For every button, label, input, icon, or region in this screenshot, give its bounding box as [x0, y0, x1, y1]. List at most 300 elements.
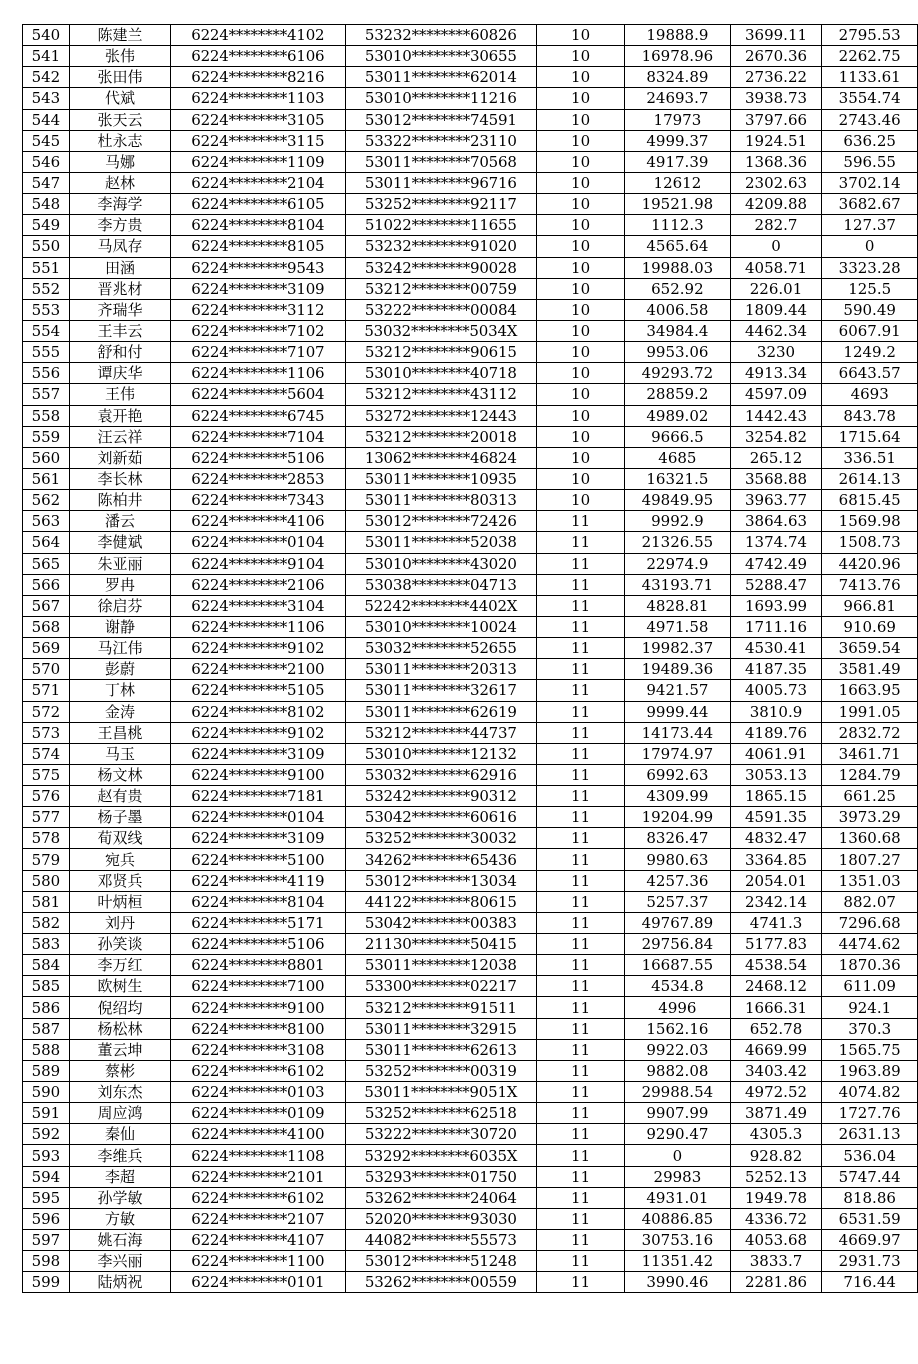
value2-cell: 3403.42 [730, 1060, 822, 1081]
card-number-cell: 6224********9543 [171, 257, 345, 278]
batch-cell: 11 [537, 743, 625, 764]
card-number-cell: 6224********3109 [171, 278, 345, 299]
name-cell: 舒和付 [69, 342, 170, 363]
card-number-cell: 6224********8100 [171, 1018, 345, 1039]
value2-cell: 3053.13 [730, 764, 822, 785]
no-cell: 586 [23, 997, 70, 1018]
value2-cell: 4058.71 [730, 257, 822, 278]
id-number-cell: 53011********32617 [345, 680, 537, 701]
no-cell: 554 [23, 320, 70, 341]
value3-cell: 3973.29 [822, 807, 918, 828]
value1-cell: 49293.72 [625, 363, 731, 384]
value3-cell: 1715.64 [822, 426, 918, 447]
name-cell: 汪云祥 [69, 426, 170, 447]
batch-cell: 10 [537, 236, 625, 257]
table-row [23, 1166, 918, 1187]
name-cell: 张田伟 [69, 67, 170, 88]
batch-cell: 11 [537, 595, 625, 616]
value2-cell: 2281.86 [730, 1272, 822, 1293]
value1-cell: 19982.37 [625, 638, 731, 659]
name-cell: 马江伟 [69, 638, 170, 659]
value1-cell: 4828.81 [625, 595, 731, 616]
name-cell: 李健斌 [69, 532, 170, 553]
value1-cell: 8324.89 [625, 67, 731, 88]
name-cell: 蔡彬 [69, 1060, 170, 1081]
name-cell: 袁开艳 [69, 405, 170, 426]
value3-cell: 7413.76 [822, 574, 918, 595]
value2-cell: 928.82 [730, 1145, 822, 1166]
card-number-cell: 6224********6105 [171, 194, 345, 215]
name-cell: 金涛 [69, 701, 170, 722]
no-cell: 568 [23, 616, 70, 637]
no-cell: 581 [23, 891, 70, 912]
id-number-cell: 53252********30032 [345, 828, 537, 849]
value3-cell: 1508.73 [822, 532, 918, 553]
id-number-cell: 44122********80615 [345, 891, 537, 912]
id-number-cell: 53293********01750 [345, 1166, 537, 1187]
name-cell: 秦仙 [69, 1124, 170, 1145]
id-number-cell: 53011********80313 [345, 490, 537, 511]
value3-cell: 3461.71 [822, 743, 918, 764]
value1-cell: 29983 [625, 1166, 731, 1187]
card-number-cell: 6224********6745 [171, 405, 345, 426]
batch-cell: 11 [537, 955, 625, 976]
value2-cell: 3568.88 [730, 468, 822, 489]
value2-cell: 4061.91 [730, 743, 822, 764]
id-number-cell: 53212********20018 [345, 426, 537, 447]
value1-cell: 652.92 [625, 278, 731, 299]
id-number-cell: 53212********44737 [345, 722, 537, 743]
value1-cell: 16687.55 [625, 955, 731, 976]
name-cell: 倪绍均 [69, 997, 170, 1018]
batch-cell: 10 [537, 468, 625, 489]
value1-cell: 9980.63 [625, 849, 731, 870]
no-cell: 593 [23, 1145, 70, 1166]
value2-cell: 1442.43 [730, 405, 822, 426]
batch-cell: 10 [537, 342, 625, 363]
name-cell: 刘东杰 [69, 1082, 170, 1103]
card-number-cell: 6224********9102 [171, 638, 345, 659]
card-number-cell: 6224********4106 [171, 511, 345, 532]
value3-cell: 5747.44 [822, 1166, 918, 1187]
table-row [23, 1039, 918, 1060]
no-cell: 591 [23, 1103, 70, 1124]
no-cell: 596 [23, 1208, 70, 1229]
card-number-cell: 6224********6102 [171, 1187, 345, 1208]
value1-cell: 4971.58 [625, 616, 731, 637]
value2-cell: 226.01 [730, 278, 822, 299]
value3-cell: 3581.49 [822, 659, 918, 680]
no-cell: 585 [23, 976, 70, 997]
id-number-cell: 53011********62619 [345, 701, 537, 722]
name-cell: 赵林 [69, 172, 170, 193]
name-cell: 李万红 [69, 955, 170, 976]
value3-cell: 661.25 [822, 786, 918, 807]
value3-cell: 3323.28 [822, 257, 918, 278]
value2-cell: 4742.49 [730, 553, 822, 574]
card-number-cell: 6224********2853 [171, 468, 345, 489]
table-row [23, 680, 918, 701]
id-number-cell: 53012********72426 [345, 511, 537, 532]
value1-cell: 0 [625, 1145, 731, 1166]
value3-cell: 882.07 [822, 891, 918, 912]
no-cell: 567 [23, 595, 70, 616]
table-row [23, 215, 918, 236]
no-cell: 579 [23, 849, 70, 870]
card-number-cell: 6224********1103 [171, 88, 345, 109]
name-cell: 代斌 [69, 88, 170, 109]
no-cell: 550 [23, 236, 70, 257]
no-cell: 575 [23, 764, 70, 785]
table-row [23, 1272, 918, 1293]
table-row [23, 616, 918, 637]
value1-cell: 1562.16 [625, 1018, 731, 1039]
name-cell: 彭蔚 [69, 659, 170, 680]
batch-cell: 11 [537, 828, 625, 849]
value3-cell: 3554.74 [822, 88, 918, 109]
batch-cell: 11 [537, 511, 625, 532]
value2-cell: 4832.47 [730, 828, 822, 849]
value3-cell: 336.51 [822, 447, 918, 468]
value2-cell: 4669.99 [730, 1039, 822, 1060]
card-number-cell: 6224********0103 [171, 1082, 345, 1103]
card-number-cell: 6224********4100 [171, 1124, 345, 1145]
card-number-cell: 6224********9102 [171, 722, 345, 743]
no-cell: 559 [23, 426, 70, 447]
name-cell: 荀双线 [69, 828, 170, 849]
value1-cell: 9421.57 [625, 680, 731, 701]
name-cell: 李方贵 [69, 215, 170, 236]
batch-cell: 10 [537, 215, 625, 236]
table-row [23, 807, 918, 828]
no-cell: 570 [23, 659, 70, 680]
card-number-cell: 6224********7181 [171, 786, 345, 807]
name-cell: 方敏 [69, 1208, 170, 1229]
value1-cell: 22974.9 [625, 553, 731, 574]
no-cell: 555 [23, 342, 70, 363]
no-cell: 563 [23, 511, 70, 532]
table-row [23, 511, 918, 532]
no-cell: 564 [23, 532, 70, 553]
batch-cell: 11 [537, 934, 625, 955]
id-number-cell: 53212********43112 [345, 384, 537, 405]
value2-cell: 4053.68 [730, 1230, 822, 1251]
value1-cell: 6992.63 [625, 764, 731, 785]
value2-cell: 3938.73 [730, 88, 822, 109]
value3-cell: 4420.96 [822, 553, 918, 574]
card-number-cell: 6224********5105 [171, 680, 345, 701]
card-number-cell: 6224********5604 [171, 384, 345, 405]
value3-cell: 6643.57 [822, 363, 918, 384]
batch-cell: 10 [537, 194, 625, 215]
table-row [23, 67, 918, 88]
card-number-cell: 6224********0104 [171, 807, 345, 828]
value1-cell: 49767.89 [625, 912, 731, 933]
table-row [23, 236, 918, 257]
table-row [23, 786, 918, 807]
card-number-cell: 6224********9100 [171, 764, 345, 785]
id-number-cell: 53011********10935 [345, 468, 537, 489]
value1-cell: 4565.64 [625, 236, 731, 257]
table-row [23, 1187, 918, 1208]
batch-cell: 10 [537, 426, 625, 447]
value1-cell: 28859.2 [625, 384, 731, 405]
card-number-cell: 6224********7104 [171, 426, 345, 447]
value3-cell: 2832.72 [822, 722, 918, 743]
card-number-cell: 6224********7102 [171, 320, 345, 341]
value1-cell: 9907.99 [625, 1103, 731, 1124]
id-number-cell: 53010********12132 [345, 743, 537, 764]
table-row [23, 574, 918, 595]
card-number-cell: 6224********4102 [171, 25, 345, 46]
id-number-cell: 34262********65436 [345, 849, 537, 870]
value2-cell: 4741.3 [730, 912, 822, 933]
value2-cell: 1711.16 [730, 616, 822, 637]
value2-cell: 2054.01 [730, 870, 822, 891]
batch-cell: 10 [537, 67, 625, 88]
no-cell: 540 [23, 25, 70, 46]
name-cell: 陈建兰 [69, 25, 170, 46]
id-number-cell: 53272********12443 [345, 405, 537, 426]
value2-cell: 4913.34 [730, 363, 822, 384]
card-number-cell: 6224********3112 [171, 299, 345, 320]
no-cell: 588 [23, 1039, 70, 1060]
card-number-cell: 6224********8104 [171, 215, 345, 236]
no-cell: 565 [23, 553, 70, 574]
batch-cell: 11 [537, 638, 625, 659]
name-cell: 邓贤兵 [69, 870, 170, 891]
value3-cell: 2614.13 [822, 468, 918, 489]
value1-cell: 9953.06 [625, 342, 731, 363]
table-row [23, 257, 918, 278]
table-row [23, 1124, 918, 1145]
value3-cell: 4474.62 [822, 934, 918, 955]
id-number-cell: 53010********40718 [345, 363, 537, 384]
id-number-cell: 53212********00759 [345, 278, 537, 299]
id-number-cell: 53032********52655 [345, 638, 537, 659]
name-cell: 杨文林 [69, 764, 170, 785]
table-row [23, 870, 918, 891]
value1-cell: 19521.98 [625, 194, 731, 215]
card-number-cell: 6224********4107 [171, 1230, 345, 1251]
no-cell: 594 [23, 1166, 70, 1187]
name-cell: 董云坤 [69, 1039, 170, 1060]
value2-cell: 2342.14 [730, 891, 822, 912]
no-cell: 556 [23, 363, 70, 384]
no-cell: 543 [23, 88, 70, 109]
no-cell: 584 [23, 955, 70, 976]
value3-cell: 6815.45 [822, 490, 918, 511]
value3-cell: 4669.97 [822, 1230, 918, 1251]
value3-cell: 125.5 [822, 278, 918, 299]
value1-cell: 4931.01 [625, 1187, 731, 1208]
batch-cell: 10 [537, 88, 625, 109]
card-number-cell: 6224********2107 [171, 1208, 345, 1229]
value1-cell: 17973 [625, 109, 731, 130]
value3-cell: 1870.36 [822, 955, 918, 976]
value3-cell: 2795.53 [822, 25, 918, 46]
batch-cell: 11 [537, 976, 625, 997]
name-cell: 马玉 [69, 743, 170, 764]
no-cell: 560 [23, 447, 70, 468]
no-cell: 571 [23, 680, 70, 701]
value3-cell: 6531.59 [822, 1208, 918, 1229]
id-number-cell: 52020********93030 [345, 1208, 537, 1229]
table-row [23, 1018, 918, 1039]
card-number-cell: 6224********1108 [171, 1145, 345, 1166]
id-number-cell: 53212********90615 [345, 342, 537, 363]
table-row [23, 1103, 918, 1124]
card-number-cell: 6224********4119 [171, 870, 345, 891]
name-cell: 叶炳桓 [69, 891, 170, 912]
card-number-cell: 6224********5106 [171, 934, 345, 955]
id-number-cell: 21130********50415 [345, 934, 537, 955]
no-cell: 542 [23, 67, 70, 88]
id-number-cell: 53011********70568 [345, 151, 537, 172]
table-row [23, 1145, 918, 1166]
value2-cell: 4305.3 [730, 1124, 822, 1145]
table-row [23, 342, 918, 363]
table-row [23, 151, 918, 172]
value2-cell: 282.7 [730, 215, 822, 236]
id-number-cell: 13062********46824 [345, 447, 537, 468]
value1-cell: 24693.7 [625, 88, 731, 109]
value2-cell: 4591.35 [730, 807, 822, 828]
no-cell: 595 [23, 1187, 70, 1208]
value2-cell: 3797.66 [730, 109, 822, 130]
batch-cell: 11 [537, 722, 625, 743]
value2-cell: 3864.63 [730, 511, 822, 532]
batch-cell: 11 [537, 849, 625, 870]
value1-cell: 49849.95 [625, 490, 731, 511]
name-cell: 潘云 [69, 511, 170, 532]
value1-cell: 16321.5 [625, 468, 731, 489]
table-row [23, 828, 918, 849]
id-number-cell: 53012********13034 [345, 870, 537, 891]
value2-cell: 4209.88 [730, 194, 822, 215]
value2-cell: 5177.83 [730, 934, 822, 955]
value2-cell: 3833.7 [730, 1251, 822, 1272]
value1-cell: 11351.42 [625, 1251, 731, 1272]
value3-cell: 3682.67 [822, 194, 918, 215]
card-number-cell: 6224********0101 [171, 1272, 345, 1293]
value3-cell: 127.37 [822, 215, 918, 236]
card-number-cell: 6224********8102 [171, 701, 345, 722]
value2-cell: 2736.22 [730, 67, 822, 88]
value3-cell: 1663.95 [822, 680, 918, 701]
name-cell: 杜永志 [69, 130, 170, 151]
no-cell: 545 [23, 130, 70, 151]
name-cell: 杨松林 [69, 1018, 170, 1039]
batch-cell: 10 [537, 172, 625, 193]
name-cell: 罗冉 [69, 574, 170, 595]
name-cell: 孙学敏 [69, 1187, 170, 1208]
value3-cell: 966.81 [822, 595, 918, 616]
value3-cell: 1991.05 [822, 701, 918, 722]
batch-cell: 11 [537, 870, 625, 891]
name-cell: 晋兆材 [69, 278, 170, 299]
value3-cell: 536.04 [822, 1145, 918, 1166]
no-cell: 577 [23, 807, 70, 828]
name-cell: 谭庆华 [69, 363, 170, 384]
value3-cell: 1133.61 [822, 67, 918, 88]
table-row [23, 997, 918, 1018]
value2-cell: 3871.49 [730, 1103, 822, 1124]
id-number-cell: 53012********74591 [345, 109, 537, 130]
card-number-cell: 6224********5100 [171, 849, 345, 870]
id-number-cell: 53011********62613 [345, 1039, 537, 1060]
no-cell: 572 [23, 701, 70, 722]
batch-cell: 10 [537, 405, 625, 426]
batch-cell: 11 [537, 997, 625, 1018]
name-cell: 齐瑞华 [69, 299, 170, 320]
value1-cell: 9992.9 [625, 511, 731, 532]
batch-cell: 10 [537, 490, 625, 511]
value3-cell: 3659.54 [822, 638, 918, 659]
no-cell: 578 [23, 828, 70, 849]
value3-cell: 636.25 [822, 130, 918, 151]
value1-cell: 4917.39 [625, 151, 731, 172]
value2-cell: 3963.77 [730, 490, 822, 511]
name-cell: 张天云 [69, 109, 170, 130]
table-row [23, 194, 918, 215]
value3-cell: 370.3 [822, 1018, 918, 1039]
table-row [23, 405, 918, 426]
name-cell: 李兴丽 [69, 1251, 170, 1272]
value3-cell: 3702.14 [822, 172, 918, 193]
no-cell: 573 [23, 722, 70, 743]
batch-cell: 11 [537, 1082, 625, 1103]
value3-cell: 611.09 [822, 976, 918, 997]
table-row [23, 490, 918, 511]
value1-cell: 9666.5 [625, 426, 731, 447]
name-cell: 丁林 [69, 680, 170, 701]
batch-cell: 10 [537, 384, 625, 405]
value1-cell: 43193.71 [625, 574, 731, 595]
value1-cell: 17974.97 [625, 743, 731, 764]
value1-cell: 12612 [625, 172, 731, 193]
id-number-cell: 53011********9051X [345, 1082, 537, 1103]
value2-cell: 4530.41 [730, 638, 822, 659]
value2-cell: 1693.99 [730, 595, 822, 616]
value2-cell: 4462.34 [730, 320, 822, 341]
id-number-cell: 53322********23110 [345, 130, 537, 151]
value3-cell: 2262.75 [822, 46, 918, 67]
no-cell: 580 [23, 870, 70, 891]
value2-cell: 4597.09 [730, 384, 822, 405]
card-number-cell: 6224********8104 [171, 891, 345, 912]
table-row [23, 320, 918, 341]
id-number-cell: 53032********62916 [345, 764, 537, 785]
value1-cell: 3990.46 [625, 1272, 731, 1293]
table-row [23, 849, 918, 870]
batch-cell: 11 [537, 891, 625, 912]
batch-cell: 11 [537, 574, 625, 595]
name-cell: 宛兵 [69, 849, 170, 870]
value1-cell: 4999.37 [625, 130, 731, 151]
table-row [23, 934, 918, 955]
table-row [23, 1208, 918, 1229]
table-row [23, 278, 918, 299]
value3-cell: 590.49 [822, 299, 918, 320]
card-number-cell: 6224********5171 [171, 912, 345, 933]
value1-cell: 29988.54 [625, 1082, 731, 1103]
id-number-cell: 53012********51248 [345, 1251, 537, 1272]
batch-cell: 11 [537, 616, 625, 637]
name-cell: 李长林 [69, 468, 170, 489]
value1-cell: 16978.96 [625, 46, 731, 67]
value1-cell: 21326.55 [625, 532, 731, 553]
